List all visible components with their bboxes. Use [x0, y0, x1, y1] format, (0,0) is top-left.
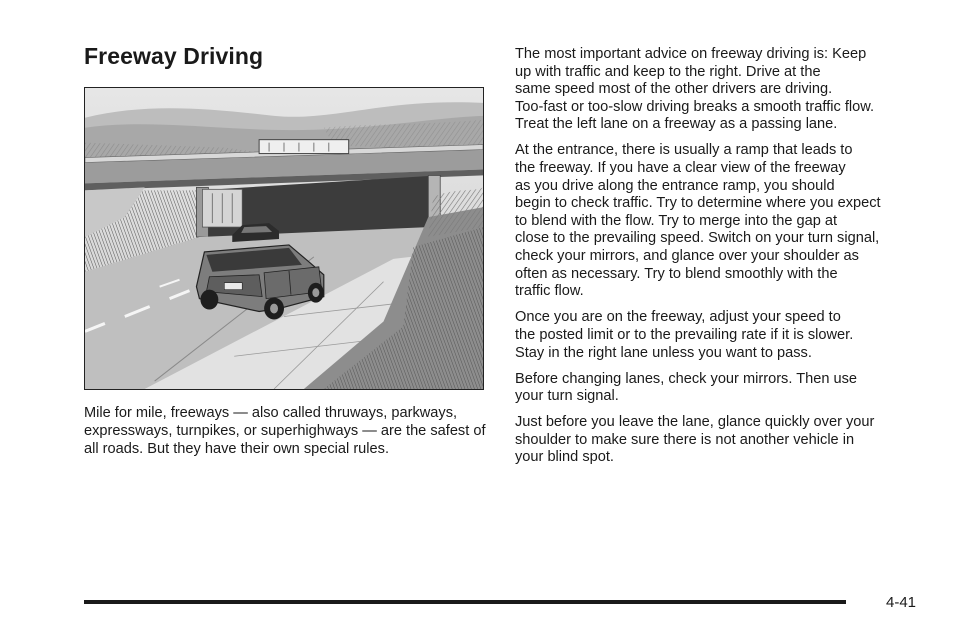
- section-heading: Freeway Driving: [84, 43, 264, 69]
- freeway-scene-drawing: [85, 88, 483, 389]
- page-number: 4-41: [886, 594, 917, 611]
- paragraph-entrance: At the entrance, there is usually a ramp that leads to the freeway. If you have a clear view of the freeway as you drive along the entrance ramp, you should begin to check traffic. Try to determine where you expect to blend with the flow. Try to merge into the gap at close to the prevailing speed. Switch on your turn signal, check your mirrors, and glance over your shoulder as often as necessary. Try to blend smoothly with the traffic flow.: [515, 142, 881, 300]
- footer-rule: [84, 600, 846, 604]
- paragraph-advice: The most important advice on freeway driving is: Keep up with traffic and keep to the right. Drive at the same speed most of the other drivers are driving. Too-fast or too-slow driving breaks a smooth traffic flow. Treat the left lane on a freeway as a passing lane.: [515, 46, 875, 133]
- freeway-illustration: [84, 87, 484, 390]
- intro-paragraph: Mile for mile, freeways — also called thruways, parkways, expressways, turnpikes, or superhighways — are the safest of all roads. But they have their own special rules.: [84, 405, 486, 457]
- paragraph-on-freeway: Once you are on the freeway, adjust your speed to the posted limit or to the prevailing rate if it is slower. Stay in the right lane unless you want to pass.: [515, 309, 854, 361]
- right-column: [515, 46, 925, 476]
- paragraph-changing-lanes: Before changing lanes, check your mirrors. Then use your turn signal.: [515, 370, 858, 405]
- paragraph-leaving-lane: Just before you leave the lane, glance quickly over your shoulder to make sure there is not another vehicle in your blind spot.: [515, 414, 875, 466]
